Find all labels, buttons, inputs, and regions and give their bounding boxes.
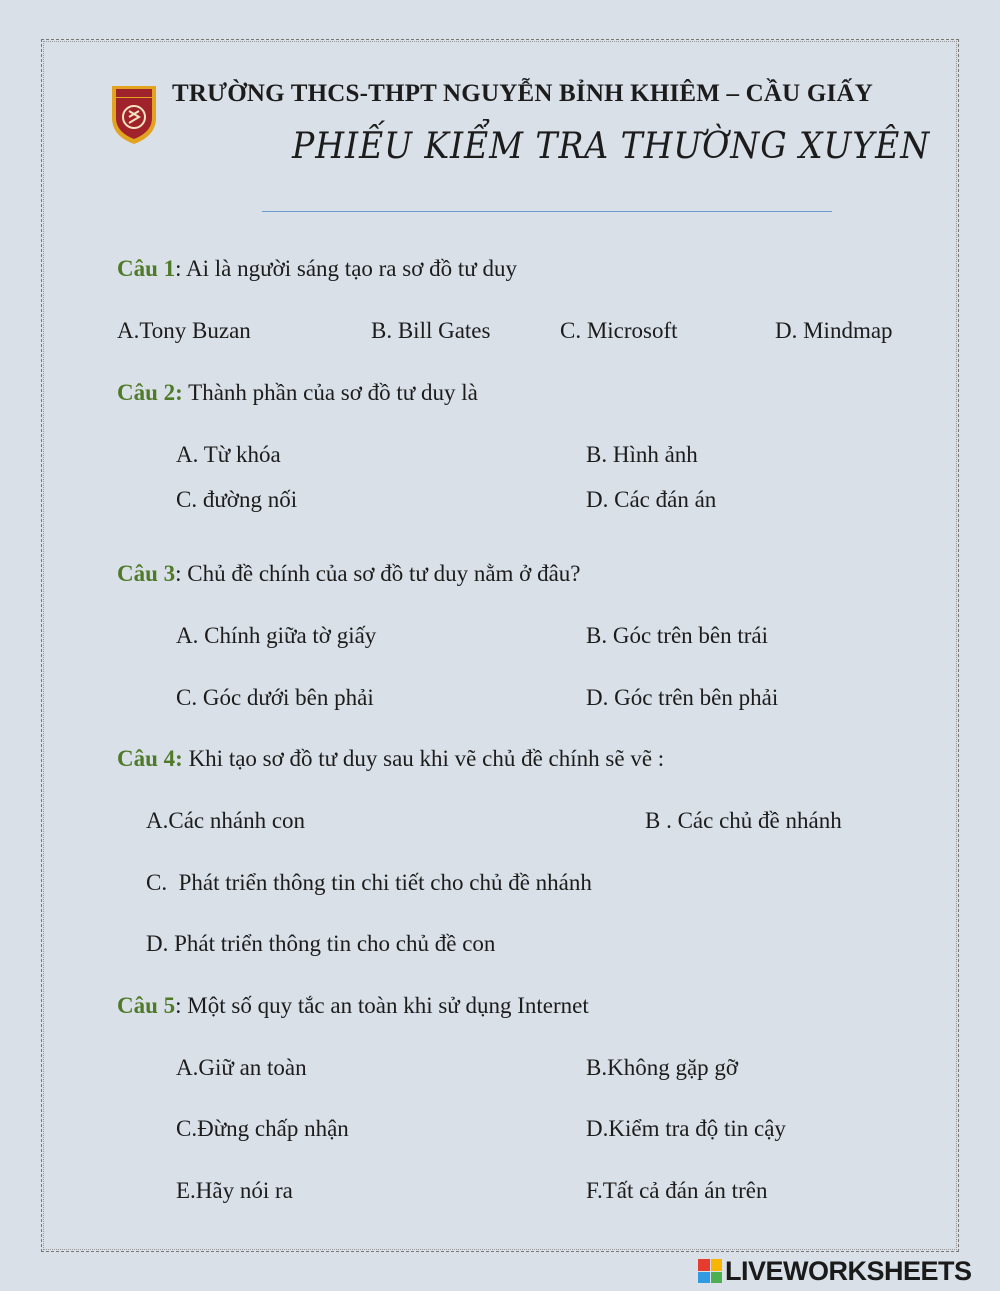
brand-text: LIVEWORKSHEETS — [725, 1255, 972, 1286]
q5-option-a[interactable]: A.Giữ an toàn — [176, 1055, 307, 1080]
question-text: : Một số quy tắc an toàn khi sử dụng Internet — [175, 993, 589, 1018]
q4-option-d[interactable]: D. Phát triển thông tin cho chủ đề con — [146, 931, 496, 956]
q5-option-d[interactable]: D.Kiểm tra độ tin cậy — [586, 1116, 786, 1141]
q4-option-a[interactable]: A.Các nhánh con — [146, 808, 306, 833]
q1-option-c[interactable]: C. Microsoft — [560, 318, 678, 343]
q3-option-c[interactable]: C. Góc dưới bên phải — [176, 685, 374, 710]
question-label: Câu 2: — [117, 380, 183, 405]
liveworksheets-logo-icon — [698, 1259, 722, 1283]
q1-option-b[interactable]: B. Bill Gates — [371, 318, 491, 343]
question-label: Câu 4: — [117, 746, 183, 771]
question-text: : Ai là người sáng tạo ra sơ đồ tư duy — [175, 256, 517, 281]
q5-option-b[interactable]: B.Không gặp gỡ — [586, 1055, 739, 1080]
question-label: Câu 3 — [117, 561, 176, 586]
q2-option-d[interactable]: D. Các đán án — [586, 487, 717, 512]
q3-option-a[interactable]: A. Chính giữa tờ giấy — [176, 623, 377, 648]
question-1 — [117, 256, 517, 282]
title-divider — [262, 211, 832, 212]
school-logo — [108, 82, 160, 146]
sheet-title: PHIẾU KIỂM TRA THƯỜNG XUYÊN — [292, 126, 931, 167]
q5-option-c[interactable]: C.Đừng chấp nhận — [176, 1116, 349, 1141]
q4-option-b[interactable]: B . Các chủ đề nhánh — [645, 808, 842, 833]
q3-option-d[interactable]: D. Góc trên bên phải — [586, 685, 779, 710]
q1-option-a[interactable]: A.Tony Buzan — [117, 318, 251, 343]
q2-option-b[interactable]: B. Hình ảnh — [586, 442, 698, 467]
question-label: Câu 5 — [117, 993, 176, 1018]
liveworksheets-brand[interactable] — [698, 1255, 972, 1287]
school-name: TRƯỜNG THCS-THPT NGUYỄN BỈNH KHIÊM – CẦU GIẤY — [172, 80, 873, 107]
q5-option-f[interactable]: F.Tất cả đán án trên — [586, 1178, 768, 1203]
q2-option-c[interactable]: C. đường nối — [176, 487, 298, 512]
q1-option-d[interactable]: D. Mindmap — [775, 318, 893, 343]
q4-option-c[interactable]: C. Phát triển thông tin chi tiết cho chủ đề nhánh — [146, 870, 592, 895]
question-label: Câu 1 — [117, 256, 176, 281]
question-2 — [117, 380, 478, 406]
question-5 — [117, 993, 589, 1019]
question-text: Thành phần của sơ đồ tư duy là — [182, 380, 478, 405]
question-text: : Chủ đề chính của sơ đồ tư duy nằm ở đâu? — [175, 561, 581, 586]
q3-option-b[interactable]: B. Góc trên bên trái — [586, 623, 769, 648]
question-4 — [117, 746, 664, 772]
question-text: Khi tạo sơ đồ tư duy sau khi vẽ chủ đề chính sẽ vẽ : — [182, 746, 665, 771]
question-3 — [117, 561, 581, 587]
q2-option-a[interactable]: A. Từ khóa — [176, 442, 281, 467]
q5-option-e[interactable]: E.Hãy nói ra — [176, 1178, 293, 1203]
